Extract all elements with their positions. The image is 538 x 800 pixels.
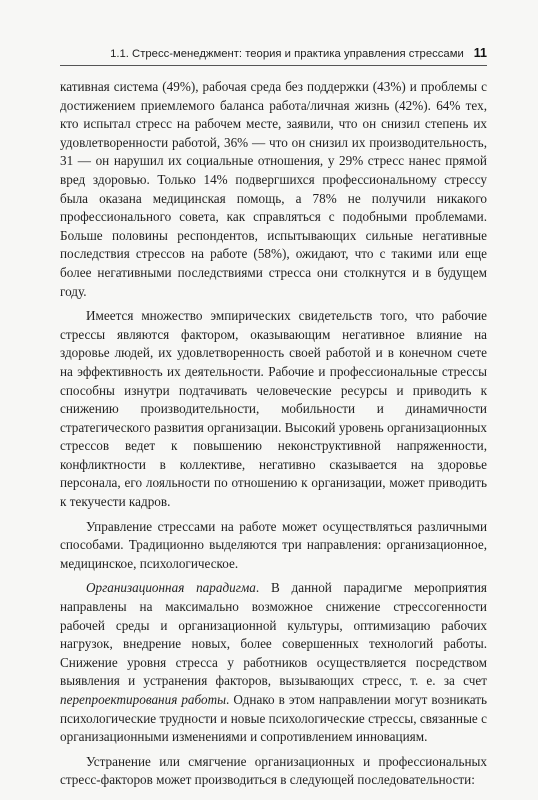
paragraph-text: . Однако в этом направлении могут возникать психологические трудности и новые психологические стрессы, связанные с организационными изменениями и сопротивлением инновациям. — [60, 692, 487, 745]
paragraph: кативная система (49%), рабочая среда без поддержки (43%) и проблемы с достижением приемлемого баланса работа/личная жизнь (42%). 64% тех, кто испытал стресс на рабочем месте, заявили, что он снизил степень их удовлетворенности работой, 36% — что он снизил их производительность, 31 — он нарушил их социальные отношения, у 29% стресс нанес прямой вред здоровью. Только 14% подвергшихся профессиональному стрессу была оказана медицинская помощь, а 78% не получили никакого профессионального совета, как справляться с подобными проблемами. Больше половины респондентов, испытывающих сильные негативные последствия стрессов на работе (58%), ожидают, что с такими или еще более негативными последствиями стресса они столкнутся и в будущем году. — [60, 79, 487, 299]
emphasized-term: Организационная парадигма — [86, 580, 256, 596]
page-number: 11 — [473, 46, 487, 60]
chapter-title: 1.1. Стресс-менеджмент: теория и практика управления стрессами — [110, 48, 464, 60]
paragraph: Устранение или смягчение организационных и профессиональных стресс-факторов может производиться в следующей последовательности: — [60, 753, 487, 788]
running-header — [60, 46, 487, 62]
paragraph-text: . В данной парадигме мероприятия направлены на максимально возможное снижение стрессогенности рабочей среды и организационной культуры, оптимизацию рабочих нагрузок, внедрение новых, более совершенных технологий работы. Снижение уровня стресса у работников осуществляется посредством выявления и устранения факторов, вызывающих стресс, т. е. за счет — [60, 580, 487, 689]
paragraph — [60, 579, 487, 746]
body-text — [60, 78, 487, 796]
paragraph: Имеется множество эмпирических свидетельств того, что рабочие стрессы являются фактором, оказывающим негативное влияние на здоровье людей, их удовлетворенность своей работой и в конечном счете на эффективность их деятельности. Рабочие и профессиональные стрессы способны изнутри подтачивать человеческие ресурсы и приводить к снижению производительности, мобильности и динамичности стратегического развития организации. Высокий уровень организационных стрессов ведет к повышению неконструктивной напряженности, конфликтности в коллективе, негативно сказывается на здоровье персонала, его лояльности по отношению к организации, может приводить к текучести кадров. — [60, 308, 487, 510]
paragraph: Управление стрессами на работе может осуществляться различными способами. Традиционно выделяются три направления: организационное, медицинское, психологическое. — [60, 518, 487, 571]
emphasized-term: перепроектирования работы — [60, 692, 227, 707]
header-rule — [60, 65, 487, 66]
